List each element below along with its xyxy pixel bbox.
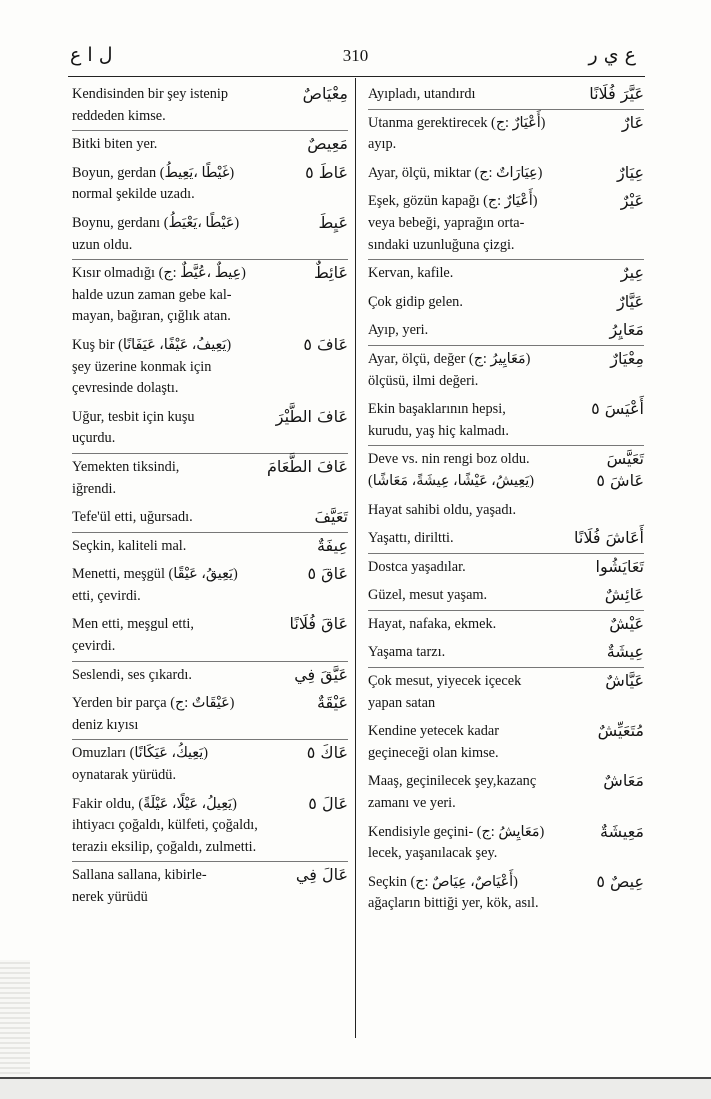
entry-line: ihtiyacı çoğaldı, külfeti, çoğaldı,	[72, 817, 258, 834]
dictionary-entry	[72, 614, 348, 661]
entry-line: mayan, bağıran, çığlık atan.	[72, 308, 231, 325]
entry-line: yapan satan	[368, 694, 436, 711]
right-column	[368, 84, 644, 922]
entry-line: ayıp.	[368, 136, 397, 153]
page-number: 310	[342, 46, 369, 65]
arabic-headword: عِيفَةٌ	[316, 535, 348, 555]
dictionary-entry	[72, 794, 348, 863]
entry-line: Kendine yetecek kadar	[368, 723, 499, 740]
entry-line: normal şekilde uzadı.	[72, 186, 195, 203]
entry-line: Yaşattı, diriltti.	[368, 530, 454, 547]
entry-line: Boyun, gerdan (غَيْطًا ،يَعِيطُ)	[72, 164, 235, 181]
entry-line: Utanma gerektirecek (أَعْيَارٌ :ج)	[368, 114, 546, 131]
entry-line: reddeden kimse.	[72, 107, 166, 124]
dictionary-entry	[368, 614, 644, 640]
entry-line: Ayıpladı, utandırdı	[368, 86, 476, 102]
arabic-headword: عَاقَ فُلَانًا	[289, 614, 348, 634]
entry-line: Kısır olmadığı (عِيطٌ ،عُيَّطٌ :ج)	[72, 265, 246, 282]
entry-line: Men etti, meşgul etti,	[72, 616, 194, 633]
entry-line: lecek, yaşanılacak şey.	[368, 845, 498, 862]
arabic-headword: عَيَّقَ فِي	[294, 664, 348, 684]
entry-line: Ayar, ölçü, değer (مَعَايِيرُ :ج)	[368, 350, 531, 367]
dictionary-entry	[72, 134, 348, 160]
dictionary-entry	[72, 263, 348, 332]
dictionary-entry	[72, 335, 348, 404]
entry-line: Menetti, meşgül (يَعِيقُ، عَيْقًا)	[72, 566, 238, 583]
entry-line: sındaki uzunluğuna çizgi.	[368, 236, 515, 253]
dictionary-entry	[368, 771, 644, 818]
dictionary-entry	[72, 743, 348, 790]
dictionary-entry	[368, 292, 644, 318]
entry-line: zamanı ve yeri.	[368, 795, 456, 812]
entry-line: teraziı eksilip, çoğaldı, zulmetti.	[72, 838, 257, 855]
entry-line: ağaçların bittiği yer, kök, asıl.	[368, 895, 539, 912]
entry-line: geçineceği olan kimse.	[368, 744, 499, 761]
entry-line: Kendisinden bir şey istenip	[72, 86, 229, 102]
entry-line: Omuzları (يَعِيكُ، عَيَكَانًا)	[72, 745, 208, 762]
entry-line: Çok gidip gelen.	[368, 293, 463, 310]
dictionary-entry	[368, 500, 644, 526]
entry-line: çevirdi.	[72, 638, 116, 655]
arabic-headword: عَيِطَ	[318, 212, 348, 232]
arabic-headword: عَيْقَةٌ	[316, 693, 348, 713]
dictionary-entry	[72, 213, 348, 260]
dictionary-entry	[368, 191, 644, 260]
arabic-headword: عَاكَ ٥	[306, 743, 348, 763]
dictionary-entry	[368, 872, 644, 919]
arabic-headword: عَيْشٌ	[609, 613, 644, 633]
entry-line: Seçkin, kaliteli mal.	[72, 537, 187, 554]
entry-line: Yemekten tiksindi,	[72, 458, 180, 475]
arabic-headword: عِيصٌ ٥	[596, 871, 644, 891]
arabic-headword: أَعَاشَ فُلَانًا	[573, 528, 644, 548]
dictionary-entry	[368, 113, 644, 160]
arabic-headword: عَالَ ٥	[308, 793, 348, 813]
entry-line: Deve vs. nin rengi boz oldu.	[368, 451, 530, 468]
arabic-headword-secondary: عَاشَ ٥	[596, 471, 644, 491]
arabic-headword: عِيرٌ	[620, 263, 644, 283]
entry-line: Hayat sahibi oldu, yaşadı.	[368, 501, 517, 518]
dictionary-entry	[368, 449, 644, 496]
dictionary-entry	[368, 320, 644, 346]
arabic-headword: عَيْرٌ	[620, 191, 644, 211]
entry-line: Yerden bir parça (عَيْقَاتٌ :ج)	[72, 695, 235, 712]
dictionary-entry	[72, 407, 348, 454]
entry-line: Sallana sallana, kibirle-	[72, 867, 207, 884]
header-left-letters: ل ا ع	[70, 44, 113, 66]
entry-line: oynatarak yürüdü.	[72, 767, 177, 784]
entry-line: deniz kıyısı	[72, 716, 139, 733]
dictionary-entry	[72, 536, 348, 562]
dictionary-entry	[368, 671, 644, 718]
entry-line: Kuş bir (يَعِيفُ، عَيْفًا، عَيَفَانًا)	[72, 336, 232, 353]
dictionary-entry	[368, 263, 644, 289]
arabic-headword: مُتَعَيِّشٌ	[597, 721, 644, 741]
page-bottom-edge	[0, 1077, 711, 1099]
column-divider	[355, 78, 356, 1038]
entry-line: Çok mesut, yiyecek içecek	[368, 673, 522, 690]
entry-line: Tefe'ül etti, uğursadı.	[72, 509, 193, 526]
arabic-headword: عَيَّرَ فُلَانًا	[589, 84, 644, 103]
entry-line: Ayıp, yeri.	[368, 322, 429, 339]
entry-line: Hayat, nafaka, ekmek.	[368, 615, 497, 632]
entry-line: uzun oldu.	[72, 236, 133, 253]
entry-line: Fakir oldu, (يَعِيلُ، عَيْلًا، عَيْلَةً)	[72, 795, 237, 812]
arabic-headword: تَعَيَّفَ	[314, 507, 348, 527]
dictionary-entry	[368, 349, 644, 396]
entry-line: şey üzerine konmak için	[72, 358, 212, 375]
dictionary-entry	[72, 507, 348, 533]
dictionary-entry	[72, 564, 348, 611]
arabic-headword: عَارٌ	[621, 112, 644, 132]
arabic-headword: عَافَ الطَّعَامَ	[266, 456, 348, 476]
dictionary-entry	[72, 665, 348, 691]
arabic-headword: عَاقَ ٥	[307, 564, 348, 584]
arabic-headword: عِيَارٌ	[617, 162, 644, 182]
dictionary-entry	[72, 865, 348, 912]
arabic-headword: تَعَيَّسَ	[606, 449, 644, 469]
arabic-headword: عَائِشٌ	[604, 585, 644, 605]
entry-line: Ayar, ölçü, miktar (عِيَارَاتٌ :ج)	[368, 164, 543, 181]
dictionary-entry	[72, 163, 348, 210]
entry-line: (يَعِيشُ، عَيْشًا، عِيشَةً، مَعَاشًا)	[368, 472, 534, 489]
arabic-headword: مَعِيصٌ	[307, 134, 348, 154]
arabic-headword: عَاطَ ٥	[305, 162, 348, 182]
dictionary-entry	[368, 84, 644, 110]
entry-line: etti, çevirdi.	[72, 587, 141, 604]
entry-line: Seçkin (أَعْيَاصٌ، عِيَاصٌ :ج)	[368, 873, 518, 890]
arabic-headword: تَعَايَشُوا	[595, 556, 644, 576]
entry-line: Boynu, gerdanı (عَيْطًا ،يَعْيَطُ)	[72, 214, 240, 231]
dictionary-entry	[72, 84, 348, 131]
arabic-headword: مَعَاشٌ	[603, 771, 644, 791]
entry-line: Kendisiyle geçini- (مَعَايِشُ :ج)	[368, 823, 545, 840]
dictionary-entry	[368, 642, 644, 668]
entry-line: nerek yürüdü	[72, 889, 148, 905]
entry-line: Dostca yaşadılar.	[368, 558, 466, 575]
entry-line: Eşek, gözün kapağı (أَعْيَارٌ :ج)	[368, 193, 538, 210]
entry-line: Ekin başaklarının hepsi,	[368, 401, 506, 418]
dictionary-entry	[72, 457, 348, 504]
entry-line: çevresinde dolaştı.	[72, 380, 179, 397]
dictionary-entry	[368, 528, 644, 554]
arabic-headword: عِيشَةٌ	[606, 642, 644, 662]
entry-line: Maaş, geçinilecek şey,kazanç	[368, 773, 537, 790]
header-rule	[68, 76, 645, 77]
arabic-headword: عَيَّارٌ	[617, 291, 644, 311]
arabic-headword: مِعْيَارٌ	[610, 348, 644, 368]
arabic-headword: عَافَ الطَّيْرَ	[275, 406, 348, 426]
entry-line: Seslendi, ses çıkardı.	[72, 666, 192, 683]
dictionary-entry	[368, 163, 644, 189]
entry-line: veya bebeği, yaprağın orta-	[368, 214, 525, 231]
arabic-headword: عَائِطٌ	[313, 263, 348, 283]
left-column	[72, 84, 348, 916]
arabic-headword: عَالَ فِي	[295, 865, 348, 885]
entry-line: kurudu, yaş hiç kalmadı.	[368, 422, 509, 439]
dictionary-entry	[368, 822, 644, 869]
entry-line: uçurdu.	[72, 430, 116, 447]
header-right-letters: ع ي ر	[588, 44, 636, 66]
dictionary-entry	[368, 721, 644, 768]
entry-line: Kervan, kafile.	[368, 265, 454, 282]
arabic-headword: مَعِيشَةٌ	[600, 821, 644, 841]
entry-line: Uğur, tesbit için kuşu	[72, 408, 195, 425]
entry-line: halde uzun zaman gebe kal-	[72, 286, 232, 303]
entry-line: ölçüsü, ilmi değeri.	[368, 372, 479, 389]
arabic-headword: مِعْيَاصٌ	[302, 84, 348, 103]
entry-line: Bitki biten yer.	[72, 136, 158, 153]
arabic-headword: عَافَ ٥	[303, 334, 348, 354]
arabic-headword: عَيَّاشٌ	[605, 671, 644, 691]
dictionary-entry	[368, 399, 644, 446]
entry-line: Güzel, mesut yaşam.	[368, 587, 488, 604]
entry-line: Yaşama tarzı.	[368, 644, 446, 661]
arabic-headword: أَعْيَسَ ٥	[591, 399, 644, 419]
dictionary-entry	[72, 693, 348, 740]
dictionary-entry	[368, 585, 644, 611]
dictionary-entry	[368, 557, 644, 583]
entry-line: iğrendi.	[72, 480, 117, 497]
arabic-headword: مَعَايِرُ	[609, 320, 644, 340]
